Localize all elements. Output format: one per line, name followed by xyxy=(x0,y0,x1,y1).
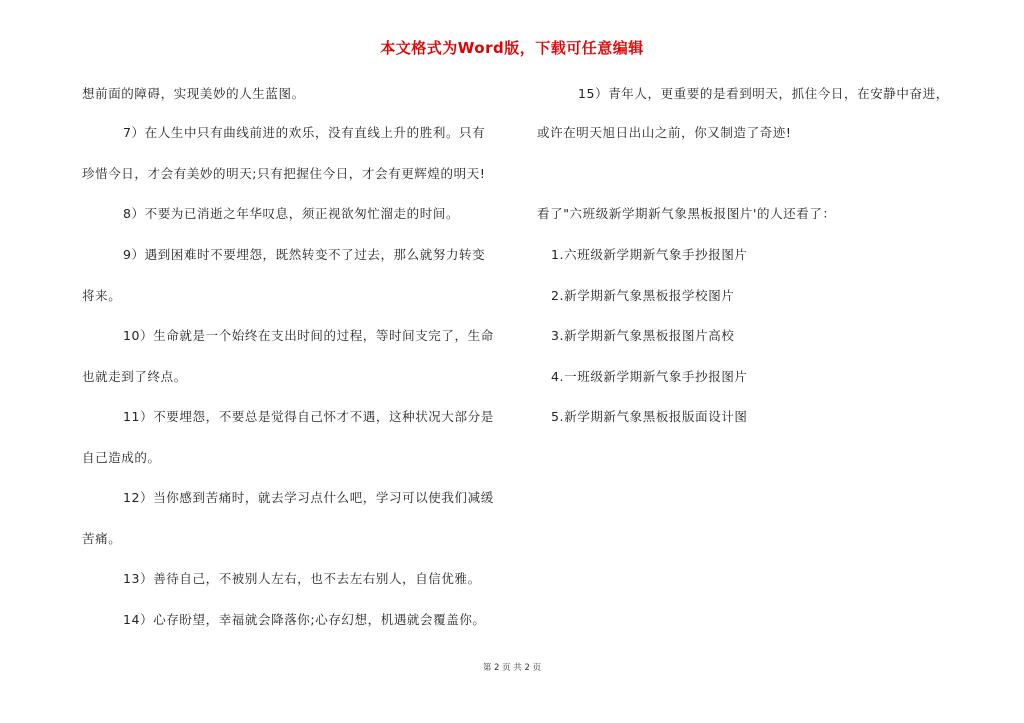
document-header-title: 本文格式为Word版，下载可任意编辑 xyxy=(380,39,644,57)
related-link[interactable]: 3.新学期新气象黑板报图片高校 xyxy=(551,328,735,343)
page-number: 第 2 页 共 2 页 xyxy=(482,663,542,673)
text-line: 自己造成的。 xyxy=(82,450,161,465)
text-line: 14）心存盼望，幸福就会降落你;心存幻想，机遇就会覆盖你。 xyxy=(123,612,486,627)
text-line: 也就走到了终点。 xyxy=(82,369,187,384)
text-line: 15）青年人，更重要的是看到明天，抓住今日，在安静中奋进， xyxy=(578,86,949,101)
related-link[interactable]: 1.六班级新学期新气象手抄报图片 xyxy=(551,247,748,262)
text-line: 7）在人生中只有曲线前进的欢乐，没有直线上升的胜利。只有 xyxy=(123,125,486,140)
text-line: 珍惜今日，才会有美妙的明天;只有把握住今日，才会有更辉煌的明天! xyxy=(82,166,486,181)
text-line: 10）生命就是一个始终在支出时间的过程，等时间支完了，生命 xyxy=(123,328,494,343)
text-line: 想前面的障碍，实现美妙的人生蓝图。 xyxy=(82,86,305,101)
text-line: 8）不要为已消逝之年华叹息，须正视欲匆忙溜走的时间。 xyxy=(123,206,460,221)
related-link[interactable]: 2.新学期新气象黑板报学校图片 xyxy=(551,288,735,303)
related-heading: 看了"六班级新学期新气象黑板报图片'的人还看了： xyxy=(537,206,836,221)
text-line: 13）善待自己，不被别人左右，也不去左右别人，自信优雅。 xyxy=(123,571,481,586)
related-link[interactable]: 5.新学期新气象黑板报版面设计图 xyxy=(551,409,748,424)
text-line: 或许在明天旭日出山之前，你又制造了奇迹! xyxy=(537,125,792,140)
text-line: 11）不要埋怨，不要总是觉得自己怀才不遇，这种状况大部分是 xyxy=(123,409,494,424)
text-line: 苦痛。 xyxy=(82,531,122,546)
related-link[interactable]: 4.一班级新学期新气象手抄报图片 xyxy=(551,369,748,384)
text-line: 9）遇到困难时不要埋怨，既然转变不了过去，那么就努力转变 xyxy=(123,247,486,262)
text-line: 将来。 xyxy=(82,288,122,303)
text-line: 12）当你感到苦痛时，就去学习点什么吧，学习可以使我们减缓 xyxy=(123,490,494,505)
